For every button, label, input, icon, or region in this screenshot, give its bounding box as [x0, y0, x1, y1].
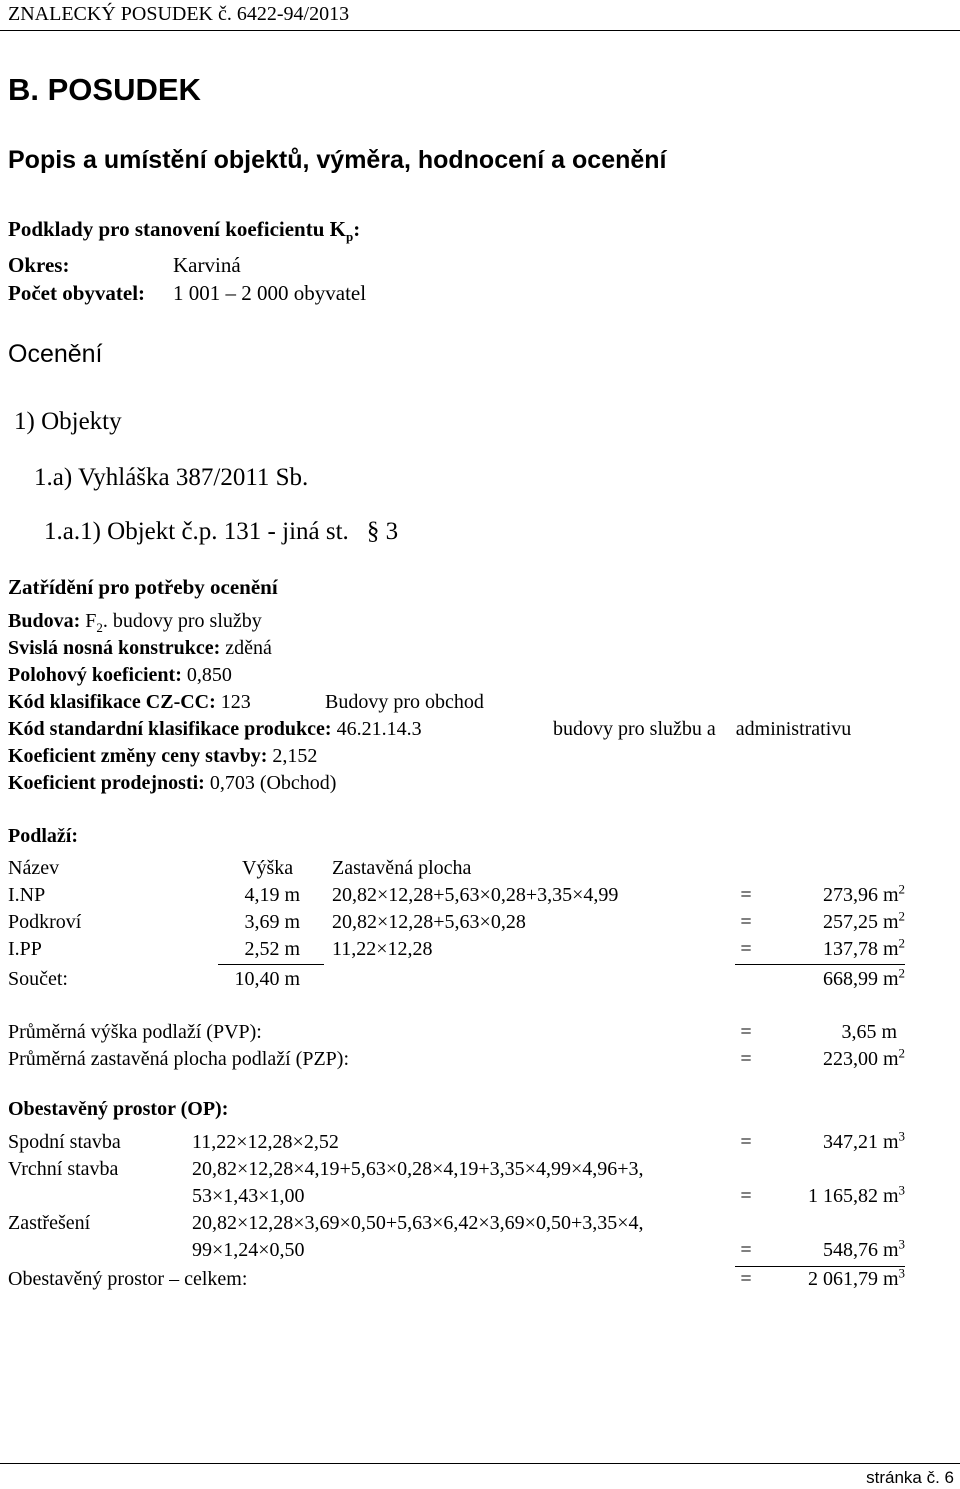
floor-formula: 20,82×12,28+5,63×0,28+3,35×4,99: [332, 884, 619, 906]
czcc-row: Kód klasifikace CZ-CC: 123: [8, 691, 251, 713]
op-row-value: 1 165,82 $m^3$: [807, 1182, 905, 1207]
objekty-title: 1) Objekty: [14, 408, 122, 435]
sum-area: 668,99 $m^2$: [822, 965, 905, 990]
floor-height: 3,69 m: [244, 911, 300, 933]
obyvatel-value: 1 001 – 2 000 obyvatel: [173, 281, 367, 305]
page-number: stránka č. 6: [866, 1468, 954, 1487]
equals-sign: =: [740, 911, 752, 933]
floor-formula: 11,22×12,28: [332, 938, 433, 960]
col-header-name: Název: [8, 857, 60, 879]
pzp-value: 223,00 $m^2$: [822, 1045, 905, 1070]
op-total-divider: [735, 1266, 905, 1267]
floor-name: I.NP: [8, 884, 46, 906]
pvp-label: Průměrná výška podlaží (PVP):: [8, 1021, 262, 1043]
sum-height: 10,40 m: [234, 968, 300, 990]
floor-area: 137,78 $m^2$: [822, 935, 905, 960]
equals-sign: =: [740, 884, 752, 906]
floor-height: 2,52 m: [244, 938, 300, 960]
sum-divider-height: [218, 964, 324, 965]
oceneni-title: Ocenění: [8, 340, 103, 368]
section-title: B. POSUDEK: [8, 72, 201, 107]
sum-divider-area: [735, 964, 905, 965]
equals-sign: =: [740, 1021, 752, 1043]
op-row-name: Zastřešení: [8, 1212, 91, 1234]
equals-sign: =: [740, 938, 752, 960]
col-header-height: Výška: [242, 857, 294, 879]
floor-area: 257,25 $m^2$: [822, 908, 905, 933]
op-title: Obestavěný prostor (OP):: [8, 1098, 229, 1120]
konstrukce-row: Svislá nosná konstrukce: zděná: [8, 637, 272, 659]
equals-sign: =: [740, 1131, 752, 1153]
floor-name: Podkroví: [8, 911, 82, 933]
op-row-value: 548,76 $m^3$: [822, 1236, 905, 1261]
equals-sign: =: [740, 1048, 752, 1070]
equals-sign: =: [740, 1239, 752, 1261]
czcc-desc: Budovy pro obchod: [325, 691, 484, 713]
floor-formula: 20,82×12,28+5,63×0,28: [332, 911, 526, 933]
op-row-formula: 20,82×12,28×3,69×0,50+5,63×6,42×3,69×0,50+3,35×4,: [192, 1212, 644, 1234]
floor-name: I.PP: [8, 938, 42, 960]
podklady-title: Podklady pro stanovení koeficientu $K_p$:: [8, 217, 361, 245]
polohovy-row: Polohový koeficient: 0,850: [8, 664, 232, 686]
obyvatel-label: Počet obyvatel:: [8, 281, 146, 305]
kskp-row: Kód standardní klasifikace produkce: 46.21.14.3: [8, 718, 422, 740]
header-divider: [0, 30, 960, 31]
pzp-label: Průměrná zastavěná plocha podlaží (PZP):: [8, 1048, 349, 1070]
podlazi-title: Podlaží:: [8, 825, 78, 847]
equals-sign: =: [740, 1185, 752, 1207]
prodejnost-row: Koeficient prodejnosti: 0,703 (Obchod): [8, 772, 337, 794]
floor-area: 273,96 $m^2$: [822, 881, 905, 906]
vyhlaska-title: 1.a) Vyhláška 387/2011 Sb.: [34, 464, 309, 491]
col-header-area: Zastavěná plocha: [332, 857, 472, 879]
op-row-formula-cont: 99×1,24×0,50: [192, 1239, 305, 1261]
page-heading: Popis a umístění objektů, výměra, hodnocení a ocenění: [8, 146, 667, 174]
budova-row: Budova: $F_2$. budovy pro služby: [8, 610, 262, 635]
objekt-title: 1.a.1) Objekt č.p. 131 - jiná st. § 3: [44, 518, 399, 545]
op-total-value: 2 061,79 $m^3$: [807, 1265, 905, 1290]
equals-sign: =: [740, 1268, 752, 1290]
okres-label: Okres:: [8, 253, 70, 277]
pvp-value: 3,65 m: [841, 1021, 897, 1043]
footer-divider: [0, 1463, 960, 1464]
op-row-name: Vrchní stavba: [8, 1158, 119, 1180]
op-row-value: 347,21 $m^3$: [822, 1128, 905, 1153]
op-row-formula-cont: 53×1,43×1,00: [192, 1185, 305, 1207]
okres-value: Karviná: [173, 253, 241, 277]
op-row-name: Spodní stavba: [8, 1131, 121, 1153]
op-row-formula: 20,82×12,28×4,19+5,63×0,28×4,19+3,35×4,99×4,96+3,: [192, 1158, 644, 1180]
op-row-formula: 11,22×12,28×2,52: [192, 1131, 339, 1153]
op-total-label: Obestavěný prostor – celkem:: [8, 1268, 248, 1290]
document-header: ZNALECKÝ POSUDEK č. 6422-94/2013: [8, 3, 350, 25]
kskp-desc: budovy pro službu a administrativu: [553, 718, 852, 740]
zatrideni-title: Zatřídění pro potřeby ocenění: [8, 575, 278, 599]
zmena-row: Koeficient změny ceny stavby: 2,152: [8, 745, 318, 767]
sum-label: Součet:: [8, 968, 68, 990]
floor-height: 4,19 m: [244, 884, 300, 906]
